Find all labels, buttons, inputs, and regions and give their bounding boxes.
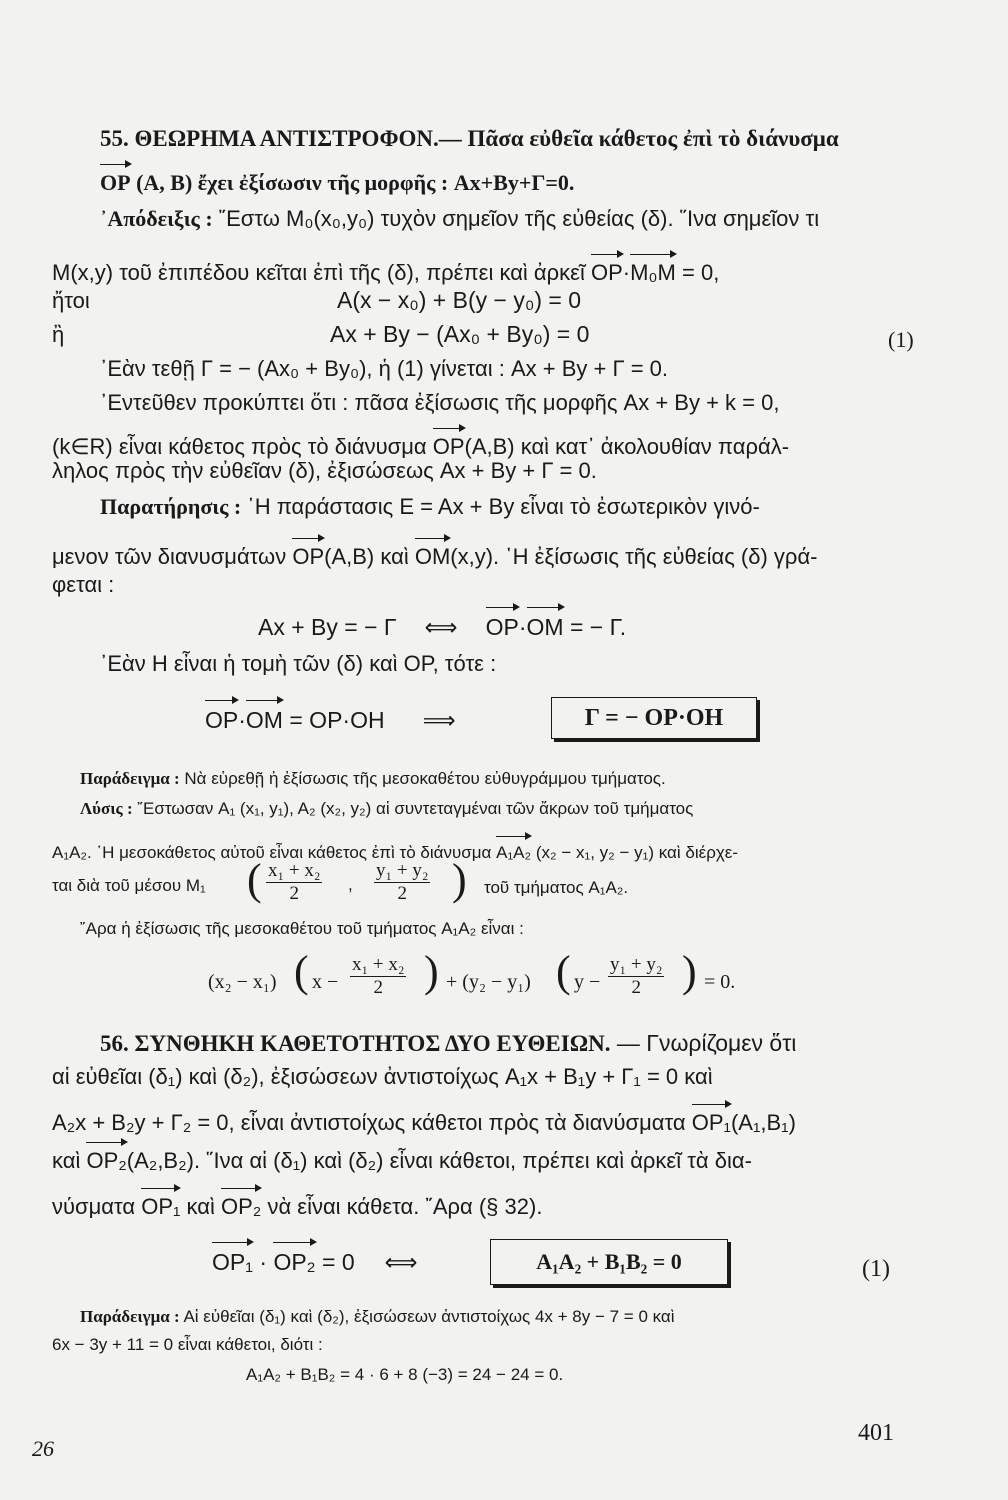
perpendicular-condition-eq: OP₁ · OP₂ = 0 ⟺ [212, 1249, 418, 1275]
fraction-x-mid-eq: $\frac{\text{x₁ + x₂}}{2}$ [352, 954, 405, 998]
vector-op1: OP₁ [691, 1110, 731, 1135]
vector-op: OP [485, 614, 519, 640]
example-56-line-1: Παράδειγμα : Αἱ εὐθεῖαι (δ₁) καὶ (δ₂), ἐξισώσεων ἀντιστοίχως 4x + 8y − 7 = 0 καὶ [80, 1307, 675, 1326]
result-box-1: Γ = − OP·OH [551, 697, 757, 739]
eq-y-part: y − [574, 971, 601, 993]
vector-op: OP [100, 170, 131, 195]
equation-number: (1) [888, 327, 914, 352]
vector-op: OP [590, 260, 623, 285]
vector-op: OP [432, 434, 465, 459]
remark-line-3: φεται : [52, 572, 115, 597]
theorem-56-line-2: αἱ εὐθεῖαι (δ₁) καὶ (δ₂), ἐξισώσεων ἀντιστοίχως A₁x + B₁y + Γ₁ = 0 καὶ [52, 1064, 713, 1089]
intersection-line: ᾽Εὰν H εἶναι ἡ τομὴ τῶν (δ) καὶ OP, τότε : [100, 651, 497, 676]
equation-d: OP·OM = OP·OH ⟹ [205, 707, 456, 733]
remark-line: Παρατήρησις : ῾Η παράστασις E = Ax + By εἶναι τὸ ἐσωτερικὸν γινό- [100, 494, 760, 519]
proof-line-8: ᾽Εντεῦθεν προκύπτει ὅτι : πᾶσα ἐξίσωσις τῆς μορφῆς Ax + By + k = 0, [100, 390, 780, 415]
example-55-line-4b: τοῦ τμήματος A₁A₂. [484, 878, 629, 897]
example-55-line-5: ῎Αρα ἡ ἐξίσωσις τῆς μεσοκαθέτου τοῦ τμήματος A₁A₂ εἶναι : [80, 919, 524, 938]
vector-om: OM [245, 707, 283, 733]
vector-op2: OP₂ [273, 1249, 316, 1275]
fraction-comma: , [348, 875, 353, 894]
fraction-y-mid-eq: $\frac{\text{y₁ + y₂}}{2}$ [610, 954, 663, 998]
right-paren: ) [424, 947, 439, 996]
vector-op: OP [205, 707, 239, 733]
perpendicular-bisector-eq-left: (x₂ − x₁) [208, 971, 277, 993]
theorem-55-statement: OP (A, B) ἔχει ἐξίσωσιν τῆς μορφῆς : Ax+By+Γ=0. [100, 170, 575, 195]
fraction-x-mid: $\frac{\text{x₁ + x₂}}{2}$ [268, 860, 321, 904]
theorem-56-line-3: A₂x + B₂y + Γ₂ = 0, εἶναι ἀντιστοίχως κάθετοι πρὸς τὰ διανύσματα OP₁(A₁,B₁) [52, 1110, 796, 1135]
example-56-line-2: 6x − 3y + 11 = 0 εἶναι κάθετοι, διότι : [52, 1335, 323, 1354]
example-55-line-4a: ται διὰ τοῦ μέσου M₁ [52, 876, 206, 895]
vector-a1a2: A₁A₂ [496, 843, 532, 862]
theorem-56-line-4: καὶ OP₂(A₂,B₂). ῞Ινα αἱ (δ₁) καὶ (δ₂) εἶναι κάθετοι, πρέπει καὶ ἀρκεῖ τὰ δια- [52, 1148, 752, 1173]
vector-op1: OP₁ [212, 1249, 253, 1275]
eq-x-part: x − [312, 971, 339, 993]
proof-line-9: (k∈R) εἶναι κάθετος πρὸς τὸ διάνυσμα OP(A,B) καὶ κατ᾽ ἀκολουθίαν παράλ- [52, 434, 790, 459]
remark-line-2: μενον τῶν διανυσμάτων OP(A,B) καὶ OM(x,y). ῾Η ἐξίσωσις τῆς εὐθείας (δ) γρά- [52, 544, 818, 569]
left-paren: ( [247, 855, 262, 904]
eq-end: = 0. [704, 971, 736, 993]
proof-line-7: ᾽Εὰν τεθῇ Γ = − (Ax₀ + By₀), ἡ (1) γίνεται : Ax + By + Γ = 0. [100, 356, 669, 381]
equation-number: (1) [862, 1256, 890, 1282]
vector-op2: OP₂ [221, 1194, 262, 1219]
right-paren: ) [682, 947, 697, 996]
equation-a: A(x − x₀) + B(y − y₀) = 0 [337, 287, 582, 313]
theorem-56-line-5: νύσματα OP₁ καὶ OP₂ νὰ εἶναι κάθετα. ῎Αρα (§ 32). [52, 1194, 543, 1219]
proof-line: ᾽Απόδειξις : ῎Εστω M₀(x₀,y₀) τυχὸν σημεῖον τῆς εὐθείας (δ). ῞Ινα σημεῖον τι [100, 206, 820, 231]
example-55-line-3: A₁A₂. ῾Η μεσοκάθετος αὐτοῦ εἶναι κάθετος ἐπὶ τὸ διάνυσμα A₁A₂ (x₂ − x₁, y₂ − y₁) καὶ διέρχε- [52, 843, 739, 862]
example-55-line-2: Λύσις : ῎Εστωσαν A₁ (x₁, y₁), A₂ (x₂, y₂) αἱ συντεταγμέναι τῶν ἄκρων τοῦ τμήματος [80, 799, 694, 818]
vector-op1: OP₁ [141, 1194, 181, 1219]
etoi-word: ἤτοι [52, 288, 90, 313]
result-box-2: A₁A₂ + B₁B₂ = 0 [490, 1239, 728, 1285]
example-56-line-3: A₁A₂ + B₁B₂ = 4 · 6 + 8 (−3) = 24 − 24 = 0. [246, 1365, 564, 1384]
vector-m0m: M₀M [630, 260, 676, 285]
proof-condition-line: M(x,y) τοῦ ἐπιπέδου κεῖται ἐπὶ τῆς (δ), πρέπει καὶ ἀρκεῖ OP·M₀M = 0, [52, 260, 720, 285]
vector-op: OP [292, 544, 325, 569]
right-paren: ) [452, 855, 467, 904]
equation-c: Ax + By = − Γ ⟺ OP·OM = − Γ. [258, 614, 627, 640]
theorem-56-heading: 56. ΣΥΝΘΗΚΗ ΚΑΘΕΤΟΤΗΤΟΣ ΔΥΟ ΕΥΘΕΙΩΝ. — Γνωρίζομεν ὅτι [100, 1030, 797, 1056]
vector-om: OM [414, 544, 451, 569]
signature-mark: 26 [32, 1436, 54, 1461]
vector-om: OM [526, 614, 564, 640]
proof-line-10: ληλος πρὸς τὴν εὐθεῖαν (δ), ἐξισώσεως Ax + By + Γ = 0. [52, 458, 597, 483]
eq-mid-part: + (y₂ − y₁) [446, 971, 531, 993]
left-paren: ( [556, 947, 571, 996]
vector-op2: OP₂ [86, 1148, 127, 1173]
fraction-y-mid: $\frac{\text{y₁ + y₂}}{2}$ [376, 860, 429, 904]
example-55-line-1: Παράδειγμα : Νὰ εὑρεθῇ ἡ ἐξίσωσις τῆς μεσοκαθέτου εὐθυγράμμου τμήματος. [80, 769, 666, 788]
equation-b: Ax + By − (Ax₀ + By₀) = 0 [330, 321, 590, 347]
eta-word: ἢ [52, 322, 65, 347]
left-paren: ( [294, 947, 309, 996]
page-number: 401 [858, 1420, 894, 1446]
theorem-55-heading: 55. ΘΕΩΡΗΜΑ ΑΝΤΙΣΤΡΟΦΟΝ.— Πᾶσα εὐθεῖα κάθετος ἐπὶ τὸ διάνυσμα [100, 126, 839, 151]
